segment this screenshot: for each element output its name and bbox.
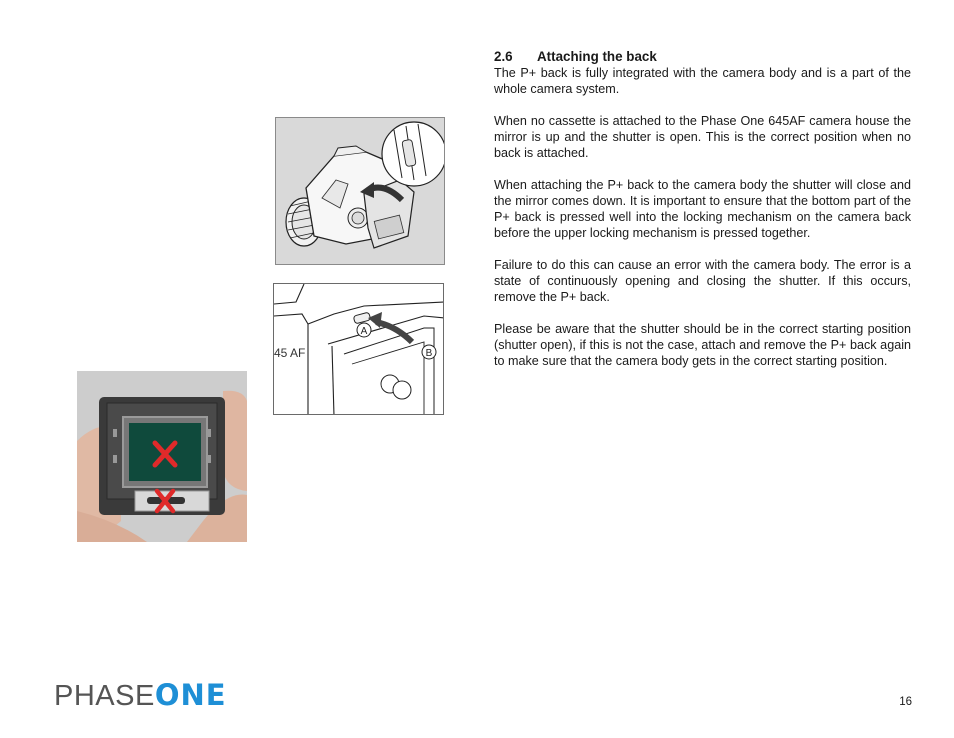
page-number: 16 [899, 696, 912, 708]
model-marking: 45 AF [274, 346, 306, 360]
paragraph-4: Failure to do this can cause an error with the camera body. The error is a state of continuously opening and closing the shutter. If this occurs, remove the P+ back. [494, 258, 911, 304]
text-column [494, 48, 911, 385]
section-title: Attaching the back [537, 49, 657, 64]
paragraph-3: When attaching the P+ back to the camera body the shutter will close and the mirror comes down. It is important to ensure that the bottom part of the P+ back is pressed well into the locking mechanism on the camera back before the upper locking mechanism is pressed together. [494, 178, 911, 240]
camera-attach-drawing [276, 118, 445, 265]
section-number: 2.6 [494, 49, 513, 64]
paragraph-2: When no cassette is attached to the Phase One 645AF camera house the mirror is up and the shutter is open. This is the correct position when no back is attached. [494, 114, 911, 160]
callout-b-label: B [425, 348, 433, 359]
locking-detail-illustration [273, 283, 444, 415]
digital-back-drawing [77, 371, 247, 542]
phase-one-logo [54, 680, 227, 710]
digital-back-photo [77, 371, 247, 542]
section-heading [494, 48, 911, 65]
locking-detail-drawing [274, 284, 444, 415]
callout-a-label: A [360, 326, 368, 337]
camera-attach-illustration [275, 117, 445, 265]
logo-word-one: ONE [154, 678, 227, 712]
paragraph-5: Please be aware that the shutter should be in the correct starting position (shutter open), if this is not the case, attach and remove the P+ back again to make sure that the camera body gets in the correct starting position. [494, 322, 911, 368]
logo-word-phase: PHASE [54, 680, 155, 712]
paragraph-1: The P+ back is fully integrated with the camera body and is a part of the whole camera system. [494, 66, 911, 96]
